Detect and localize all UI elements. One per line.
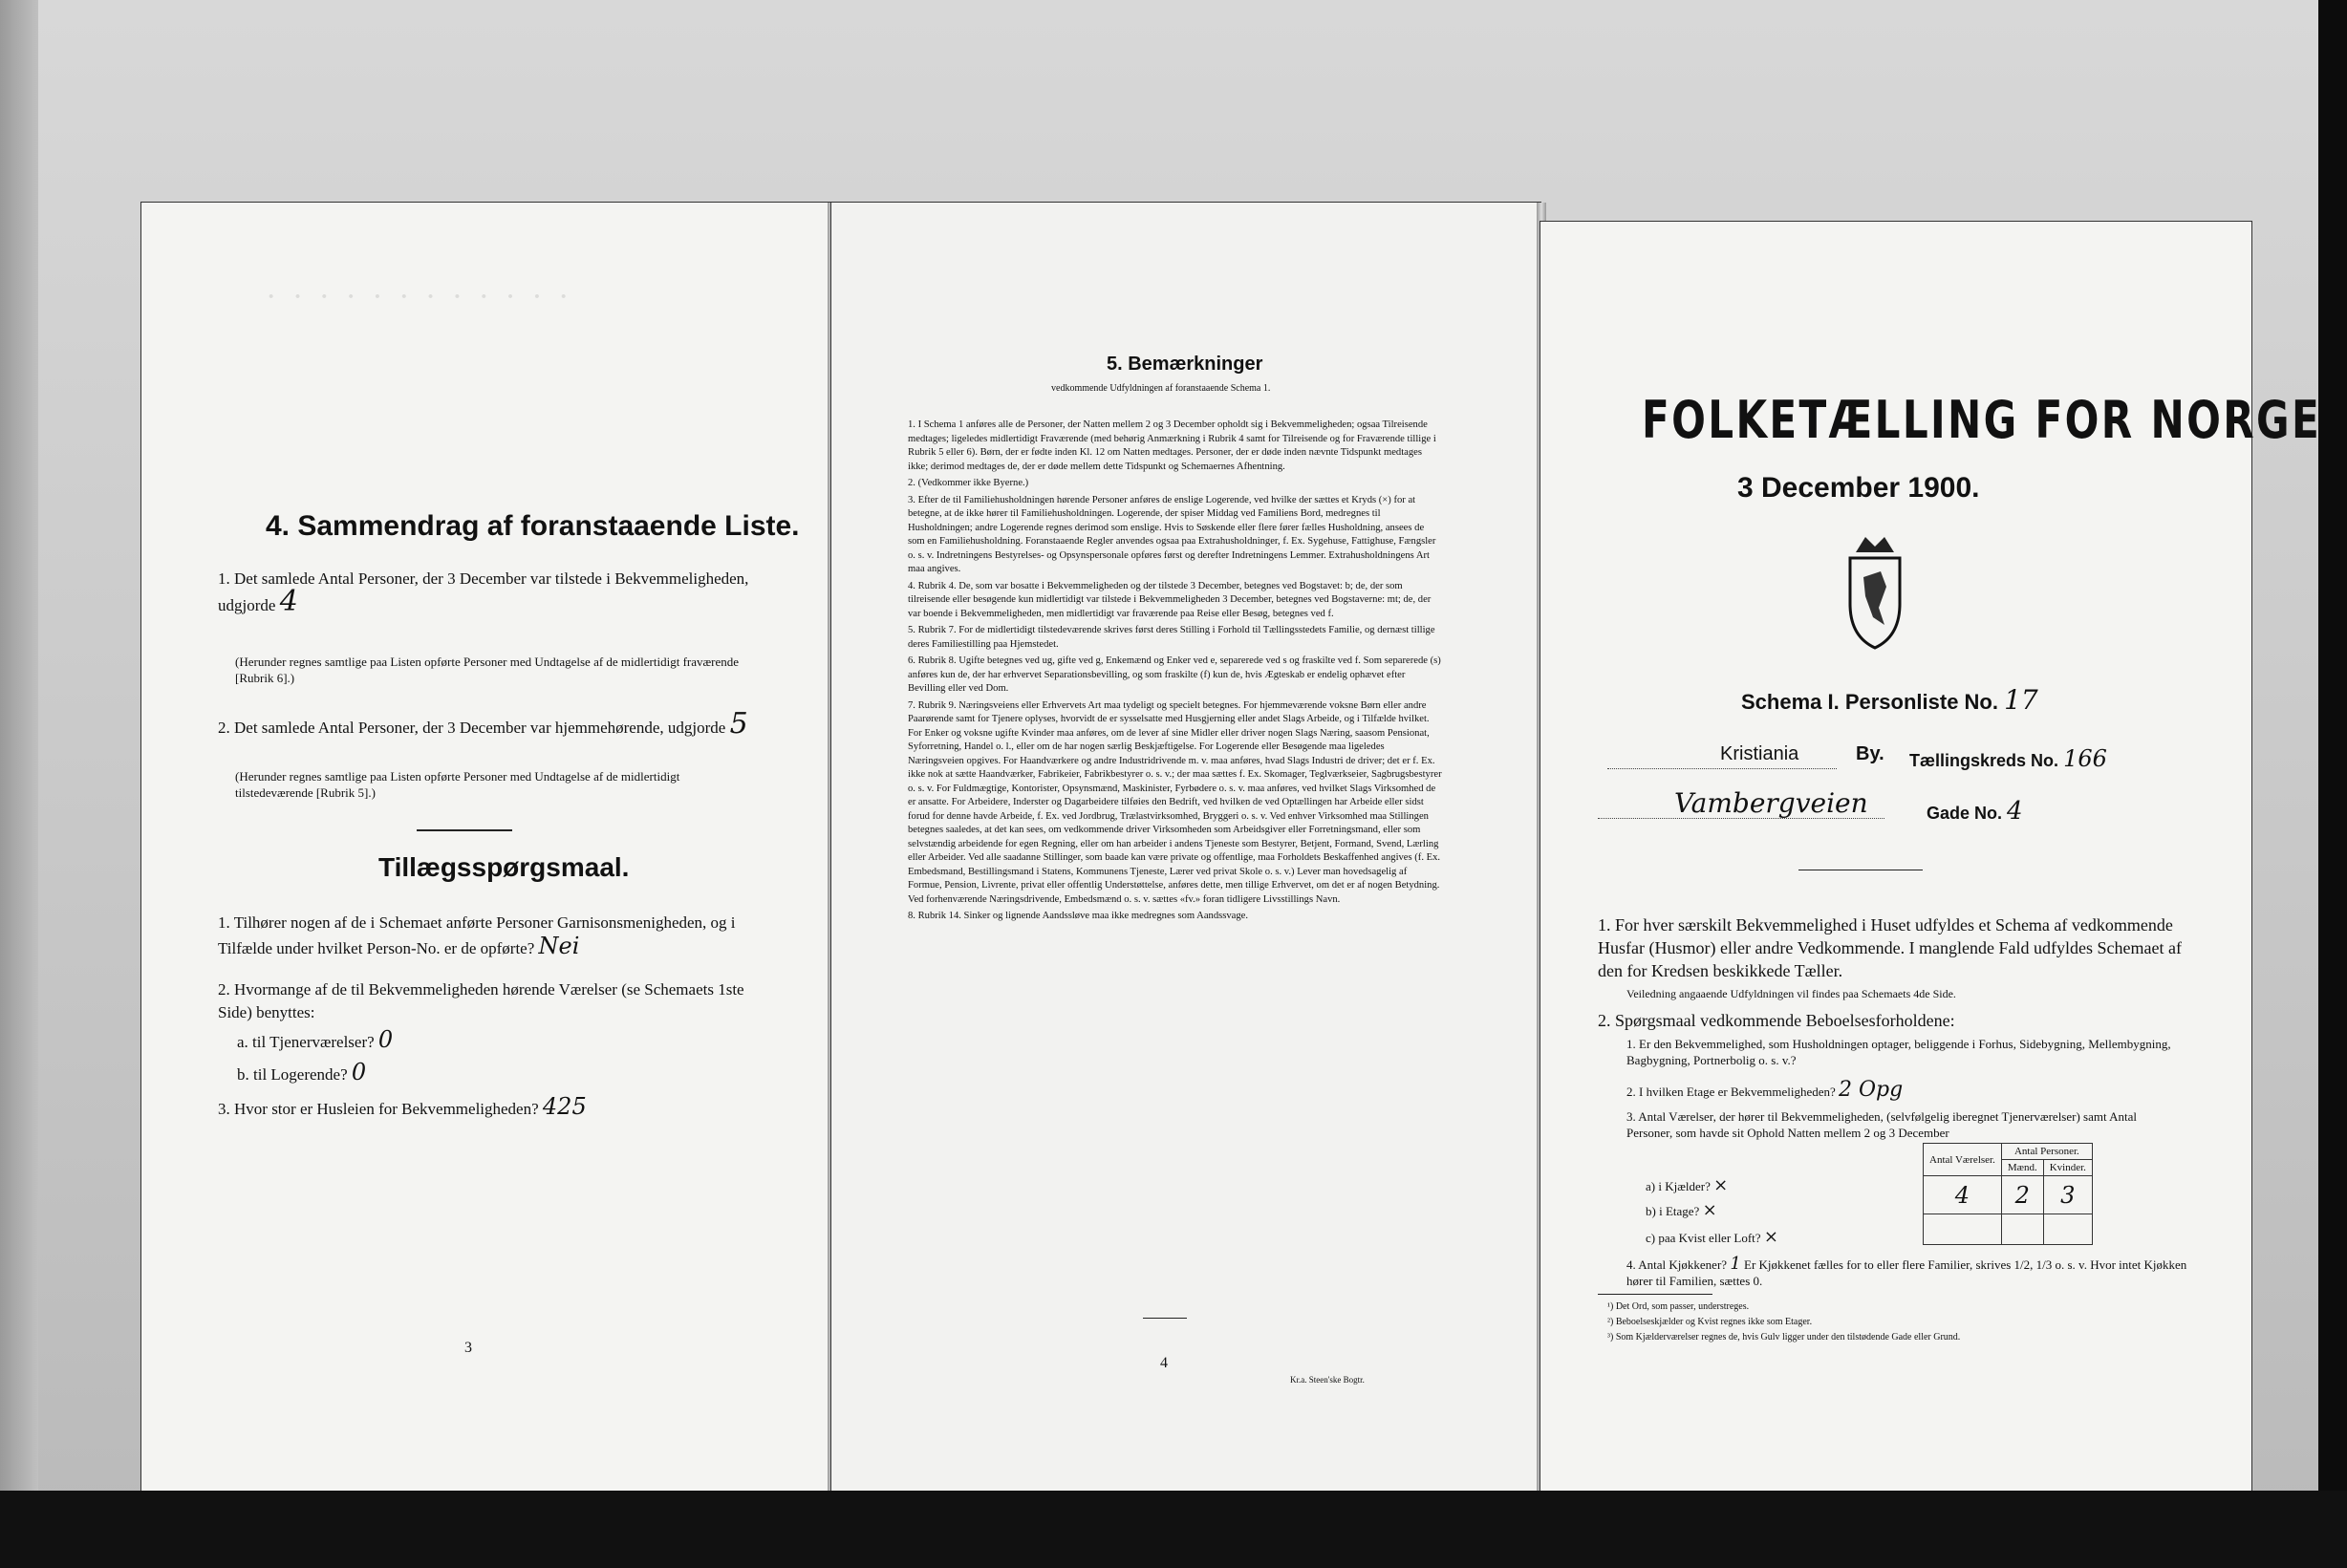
left-edge	[0, 0, 38, 1568]
question-4: 4. Antal Kjøkkener? 1 Er Kjøkkenet fælles for to eller flere Familier, skrives 1/2, 1/3 o. s. v. Hvor intet Kjøkken hører til Familien, sættes 0.	[1626, 1254, 2187, 1288]
tillaeg-q1: 1. Tilhører nogen af de i Schemaet anførte Personer Garnisonsmenigheden, og i Tilfælde under hvilket Person-No. er de opførte? Nei	[218, 913, 736, 959]
tillaeg-q2: 2. Hvormange af de til Bekvemmeligheden hørende Værelser (se Schemaets 1ste Side) benyttes:	[218, 980, 744, 1021]
cell-rooms: 4	[1924, 1176, 2002, 1214]
remarks-list	[908, 419, 1443, 927]
instruction-1: 1. For hver særskilt Bekvemmelighed i Huset udfyldes et Schema af vedkommende Husfar (Husmor) eller andre Vedkommende. I manglende Fald udfyldes Schemaet af den for Kredsen beskikkede Tæller.	[1598, 915, 2182, 980]
header-men: Mænd.	[2001, 1160, 2043, 1176]
page-number: 4	[1160, 1355, 1168, 1371]
remark-item: 6. Rubrik 8. Ugifte betegnes ved ug, gifte ved g, Enkemænd og Enker ved e, separerede ved s og fraskilte ved f. Som separerede (s) anføres kun de, der har erhvervet Separationsbevilling, og som fraskilte (f) kun de, hvis Ægteskab er endelig ophævet efter Bevilling eller ved Dom.	[908, 655, 1441, 694]
right-edge	[2318, 0, 2347, 1568]
rooms-persons-table	[1923, 1143, 2093, 1245]
remark-item: 8. Rubrik 14. Sinker og lignende Aandssløve maa ikke medregnes som Aandssvage.	[908, 911, 1249, 921]
summary-q2-value: 5	[729, 707, 748, 741]
schema-number: 17	[2004, 684, 2038, 716]
tillaeg-q1-value: Nei	[538, 933, 580, 959]
footnote-1: ¹) Det Ord, som passer, understreges.	[1607, 1301, 1750, 1312]
question-2-value: 2 Opg	[1839, 1078, 1904, 1102]
summary-q2-note: (Herunder regnes samtlige paa Listen opførte Personer med Undtagelse af de midlertidigt tilstedeværende [Rubrik 5].)	[235, 769, 680, 800]
street-value: Vambergveien	[1674, 787, 1868, 819]
page-middle	[831, 203, 1540, 1504]
row-c: c) paa Kvist eller Loft? ×	[1646, 1227, 1778, 1247]
summary-q1: 1. Det samlede Antal Personer, der 3 December var tilstede i Bekvemmeligheden, udgjorde 4	[218, 569, 749, 618]
divider	[1143, 1318, 1187, 1319]
cell-men: 2	[2001, 1176, 2043, 1214]
summary-q1-value: 4	[279, 585, 298, 618]
tillaeg-q3-value: 425	[542, 1093, 587, 1120]
header-rooms: Antal Værelser.	[1924, 1144, 2002, 1176]
footnote-3: ³) Som Kjælderværelser regnes de, hvis Gulv ligger under den tilstødende Gade eller Grund.	[1607, 1332, 1961, 1342]
remark-item: 4. Rubrik 4. De, som var bosatte i Bekvemmeligheden og der tilstede 3 December, betegnes ved Bogstavet: b; de, der som tilreisende eller besøgende kun midlertidigt var tilstede i Bekvemmeligheden 3 December, betegnes ved Bogstaverne: mt; de, der var boende i Bekvemmeligheden, men midlertidigt var fraværende paa Reise eller Besøg, betegnes ved f.	[908, 580, 1432, 619]
summary-q1-note: (Herunder regnes samtlige paa Listen opførte Personer med Undtagelse af de midlertidigt fraværende [Rubrik 6].)	[235, 655, 740, 685]
remark-item: 3. Efter de til Familiehusholdningen hørende Personer anføres de enslige Logerende, ved hvilke der sættes et Kryds (×) for at betegne, at de ikke hører til Familiehusholdningen. Logerende, der spiser Middag ved Familiens Bord, medregnes til Husholdningen; andre Logerende regnes derimod som enslige. Hvis to Søskende eller flere fører fælles Husholdning, ansees de som en Familiehusholdning. Foranstaaende Regler anvendes ogsaa paa Extrahusholdninger, f. Ex. Sygehuse, Fattighuse, Fængsler o. s. v. Indretningens Bestyrelses- og Opsynspersonale opføres først og derefter Indretningens Lemmer. Extrahusholdningens Art maa angives.	[908, 494, 1436, 574]
question-1: 1. Er den Bekvemmelighed, som Husholdningen optager, beliggende i Forhus, Sidebygning, Mellembygning, Bagbygning, Portnerbolig o. s. v.?	[1626, 1037, 2171, 1067]
bottom-edge	[0, 1491, 2347, 1568]
tillaeg-q2a: a. til Tjenerværelser? 0	[237, 1026, 394, 1053]
remark-item: 2. (Vedkommer ikke Byerne.)	[908, 478, 1029, 488]
coat-of-arms-icon	[1837, 529, 1913, 654]
row-b: b) i Etage? ×	[1646, 1200, 1717, 1220]
gade-number: 4	[2007, 797, 2023, 826]
bleed-through-text: · · · · · · · · · · · ·	[266, 279, 573, 314]
divider	[417, 829, 512, 831]
remark-item: 1. I Schema 1 anføres alle de Personer, der Natten mellem 2 og 3 December opholdt sig i Bekvemmeligheden; ogsaa Tilreisende medtages; ligeledes midlertidigt Fraværende (med behørig Anmærkning i Rubrik 4 samt for Tilreisende og for Fraværende tillige i Rubrik 5 eller 6). Børn, der er fødte inden Kl. 12 om Natten medtages. Personer, der er døde inden nævnte Tidspunkt medtages ikke; derimod medtages de, der er døde mellem dette Tidspunkt og Schemaernes Afhentning.	[908, 419, 1436, 472]
remarks-subheading: vedkommende Udfyldningen af foranstaaende Schema 1.	[1051, 383, 1271, 394]
city-line	[1607, 768, 1837, 769]
summary-heading: 4. Sammendrag af foranstaaende Liste.	[266, 510, 800, 542]
summary-q2: 2. Det samlede Antal Personer, der 3 December var hjemmehørende, udgjorde 5	[218, 707, 748, 741]
remark-item: 7. Rubrik 9. Næringsveiens eller Erhvervets Art maa tydeligt og specielt betegnes. For hjemmeværende voksne Børn eller andre Paarørende samt for Tjenere oplyses, hvorvidt de er sysselsatte med Husgjerning eller andet Slags Arbeide, og i Tilfælde hvilket. For Enker og voksne ugifte Kvinder maa anføres, om de lever af sine Midler eller driver nogen Slags Næring, saasom Pensionat, Syforretning, Handel o. l., eller om de har nogen særlig Beskjæftigelse. For Logerende eller Besøgende maa ligeledes Næringsveien opgives. For Haandværkere og andre Industridrivende m. v. maa anføres, hvad Slags Industri de driver; det er f. Ex. ikke nok at sætte Haandværker, Fabrikeier, Fabrikbestyrer o. s. v.; der maa sættes f. Ex. Skomager, Teglværkseier, Sagbrugsbestyrer o. s. v. For Fuldmægtige, Kontorister, Opsynsmænd, Maskinister, Fyrbødere o. s. v. maa anføres, ved hvilket Slags Virksomhed de er ansatte. For Arbeidere, Inderster og Dagarbeidere tilføies den Bedrift, ved hvilken de ved Optællingen har Arbeide eller sidst forud for denne havde Arbeide, f. Ex. ved Jordbrug, Trælastvirksomhed, Bryggeri o. s. v. Ved enhver Virksomhed maa Stillingen betegnes saaledes, at det kan sees, om vedkommende driver Virksomheden som Arbeidsgiver eller Forretningsmand, eller som selvstændig arbeidende for egen Regning, eller om han arbeider i andens Tjeneste som Bestyrer, Betjent, Formand, Svend, Lærling eller Arbeider. Ved alle saadanne Stillinger, som baade kan være private og offentlige, maa Forholdets Beskaffenhed angives (f. Ex. Embedsmand, Bestillingsmand i Statens, Kommunens Tjeneste, Lærer ved privat Skole o. s. v.) Lever man hovedsagelig af Formue, Pension, Livrente, privat eller offentlig Understøttelse, anføres dette, men tillige Erhvervet, om det er af nogen Betydning. Ved forhenværende Næringsdrivende, Embedsmænd o. s. v. sættes «fv.» foran tidligere Livsstillings Navn.	[908, 699, 1442, 905]
row-a: a) i Kjælder? ×	[1646, 1175, 1729, 1195]
page-left	[141, 203, 831, 1504]
instruction-2: 2. Spørgsmaal vedkommende Beboelsesforholdene:	[1598, 1011, 1955, 1030]
tillaeg-q3: 3. Hvor stor er Husleien for Bekvemmeligheden? 425	[218, 1093, 587, 1120]
question-3: 3. Antal Værelser, der hører til Bekvemmeligheden, (selvfølgelig iberegnet Tjenerværelser) samt Antal Personer, som havde sit Ophold Natten mellem 2 og 3 December	[1626, 1109, 2138, 1140]
gade-label: Gade No. 4	[1927, 797, 2023, 826]
printer-imprint: Kr.a. Steen'ske Bogtr.	[1290, 1375, 1365, 1385]
tillaeg-q2a-value: 0	[377, 1026, 394, 1053]
footnote-divider	[1598, 1294, 1712, 1295]
by-label: By.	[1856, 743, 1884, 764]
header-women: Kvinder.	[2043, 1160, 2092, 1176]
tillaeg-q2b-value: 0	[351, 1059, 367, 1085]
tillaeg-q2b: b. til Logerende? 0	[237, 1059, 367, 1085]
schema-label: Schema I. Personliste No. 17	[1741, 684, 2038, 716]
kreds-label: Tællingskreds No. 166	[1909, 745, 2107, 772]
page-right	[1540, 222, 2322, 1493]
question-2: 2. I hvilken Etage er Bekvemmeligheden? 2 Opg	[1626, 1078, 1904, 1102]
tillaeg-heading: Tillægsspørgsmaal.	[378, 852, 630, 882]
header-persons: Antal Personer.	[2001, 1144, 2092, 1160]
cell-women: 3	[2043, 1176, 2092, 1214]
kreds-number: 166	[2063, 745, 2107, 772]
city-label: Kristiania	[1720, 743, 1799, 764]
page-number: 3	[464, 1340, 472, 1356]
form-title: FOLKETÆLLING FOR NORGE	[1642, 390, 2322, 450]
form-date: 3 December 1900.	[1737, 472, 1980, 504]
remark-item: 5. Rubrik 7. For de midlertidigt tilstedeværende skrives først deres Stilling i Forhold til Tællingsstedets Familie, og dernæst tillige deres Familiestilling paa Hjemstedet.	[908, 625, 1435, 650]
footnote-2: ²) Beboelseskjælder og Kvist regnes ikke som Etager.	[1607, 1317, 1813, 1327]
remarks-heading: 5. Bemærkninger	[1107, 354, 1263, 375]
instruction-1-note: Veiledning angaaende Udfyldningen vil findes paa Schemaets 4de Side.	[1626, 987, 1956, 1000]
